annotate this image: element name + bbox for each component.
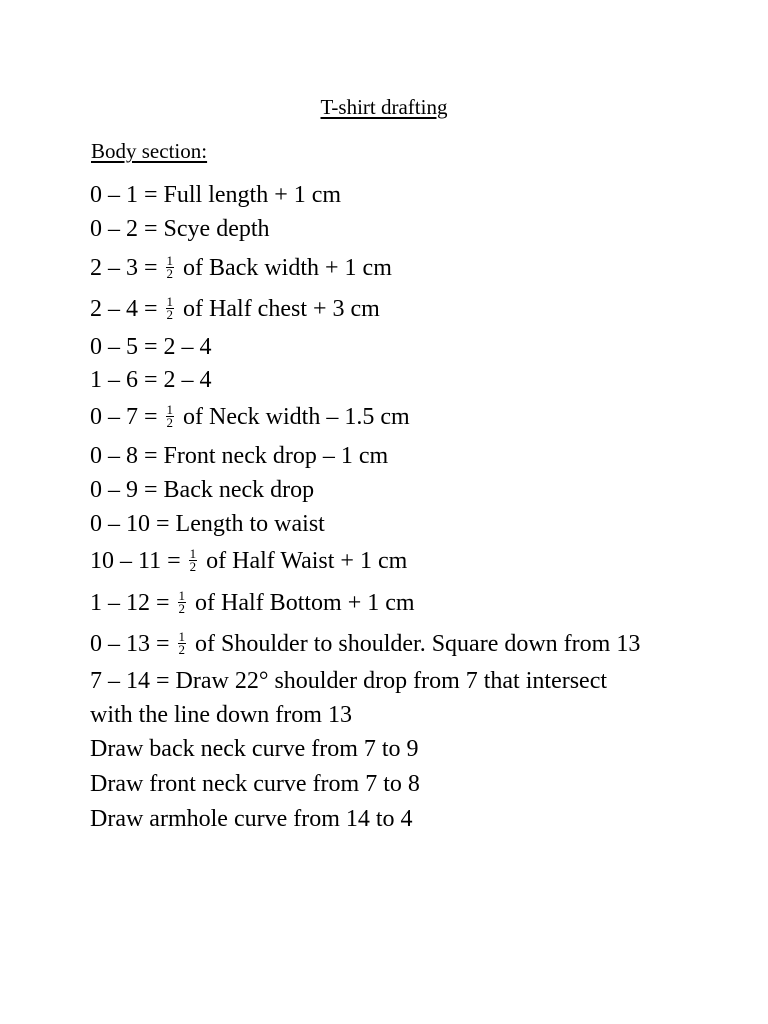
line-text: of Back width + 1 cm [177, 255, 392, 281]
section-heading: Body section: [91, 139, 208, 163]
document-title: T-shirt drafting [320, 95, 448, 119]
instruction-line-1 [90, 180, 341, 210]
line-text: of Half Bottom + 1 cm [189, 590, 415, 616]
instruction-line-10 [90, 509, 325, 539]
line-text: 0 – 8 = Front neck drop – 1 cm [90, 443, 389, 469]
line-text: 0 – 10 = Length to waist [90, 511, 325, 537]
half-fraction: $\frac{1}{2}$ [178, 587, 186, 616]
line-text: Draw back neck curve from 7 to 9 [90, 736, 419, 762]
line-text: 0 – 5 = 2 – 4 [90, 334, 212, 360]
instruction-line-15 [90, 700, 352, 730]
instruction-line-5 [90, 332, 212, 362]
line-text: 0 – 13 = [90, 631, 176, 657]
instruction-line-2 [90, 214, 270, 244]
line-text: 1 – 6 = 2 – 4 [90, 367, 212, 393]
line-text: 10 – 11 = [90, 548, 187, 574]
line-text: 2 – 3 = [90, 255, 164, 281]
line-text: 0 – 2 = Scye depth [90, 216, 270, 242]
half-fraction: $\frac{1}{2}$ [178, 628, 186, 657]
line-text: of Half Waist + 1 cm [200, 548, 408, 574]
line-text: 1 – 12 = [90, 590, 176, 616]
instruction-line-9 [90, 475, 314, 505]
line-text: 2 – 4 = [90, 296, 164, 322]
instruction-line-17 [90, 769, 420, 799]
line-text: of Neck width – 1.5 cm [177, 404, 410, 430]
instruction-line-4 [90, 294, 380, 324]
half-fraction: $\frac{1}{2}$ [166, 293, 174, 322]
line-text: Draw front neck curve from 7 to 8 [90, 771, 420, 797]
instruction-line-8 [90, 441, 388, 471]
line-text: 7 – 14 = Draw 22° shoulder drop from 7 that intersect [90, 668, 608, 694]
instruction-line-6 [90, 365, 212, 395]
line-text: with the line down from 13 [90, 702, 352, 728]
instruction-line-11 [90, 546, 407, 576]
line-text: of Half chest + 3 cm [177, 296, 380, 322]
half-fraction: $\frac{1}{2}$ [166, 252, 174, 281]
line-text: 0 – 1 = Full length + 1 cm [90, 182, 342, 208]
instruction-line-14 [90, 666, 607, 696]
instruction-line-7 [90, 402, 410, 432]
instruction-line-12 [90, 588, 415, 618]
instruction-line-3 [90, 253, 392, 283]
line-text: Draw armhole curve from 14 to 4 [90, 806, 413, 832]
line-text: 0 – 7 = [90, 404, 164, 430]
half-fraction: $\frac{1}{2}$ [189, 545, 197, 574]
instruction-line-16 [90, 734, 419, 764]
line-text: 0 – 9 = Back neck drop [90, 477, 315, 503]
instruction-line-13 [90, 629, 640, 659]
line-text: of Shoulder to shoulder. Square down from 13 [189, 631, 641, 657]
half-fraction: $\frac{1}{2}$ [166, 401, 174, 430]
instruction-line-18 [90, 804, 413, 834]
